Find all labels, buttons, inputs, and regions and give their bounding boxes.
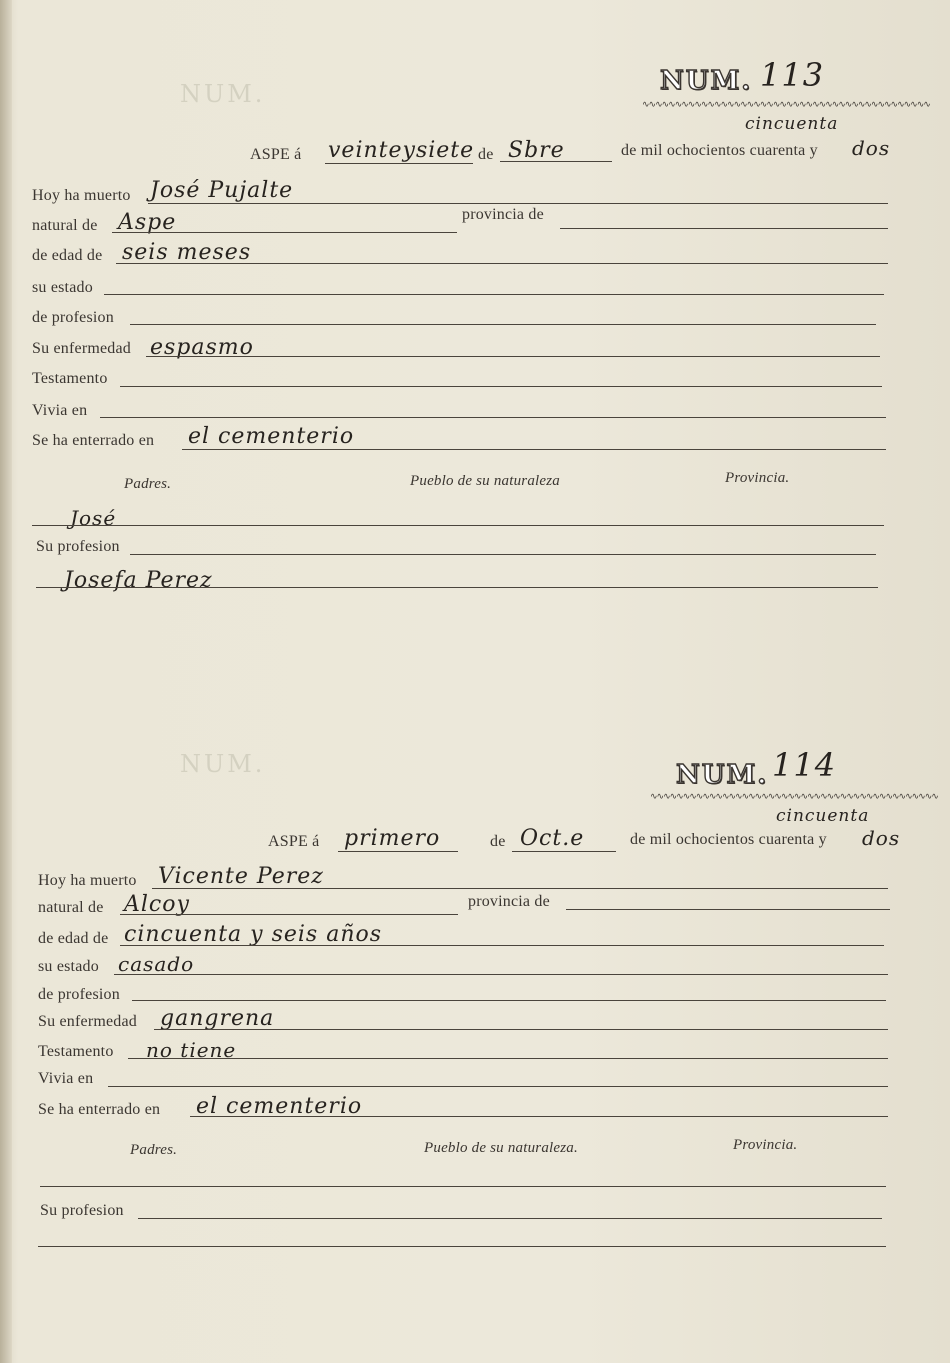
form-line — [112, 232, 457, 233]
month-value: Sbre — [508, 138, 565, 163]
form-line — [32, 525, 884, 526]
vivia-label: Vivia en — [32, 402, 88, 419]
form-line — [154, 1029, 888, 1030]
form-line — [38, 1246, 886, 1247]
town-label: ASPE á — [268, 833, 320, 850]
day-value: primero — [344, 826, 441, 851]
decorative-rule: ∿∿∿∿∿∿∿∿∿∿∿∿∿∿∿∿∿∿∿∿∿∿∿∿∿∿∿∿∿∿∿∿∿∿∿∿∿∿∿∿∿∿∿∿ — [642, 100, 930, 110]
form-line — [120, 914, 458, 915]
month-line — [500, 161, 612, 162]
hoy-ha-muerto-label: Hoy ha muerto — [38, 872, 137, 889]
edad-label: de edad de — [38, 930, 109, 947]
enfermedad-label: Su enfermedad — [38, 1013, 138, 1030]
su-profesion-label: Su profesion — [36, 538, 120, 555]
enfermedad-value: espasmo — [150, 335, 254, 360]
enterrado-label: Se ha enterrado en — [38, 1101, 161, 1118]
form-line — [148, 203, 888, 204]
form-line — [182, 449, 886, 450]
record-number-value: 113 — [760, 56, 825, 94]
provincia-de-label: provincia de — [468, 893, 550, 910]
pueblo-header: Pueblo de su naturaleza — [410, 473, 561, 489]
edad-label: de edad de — [32, 247, 103, 264]
form-line — [146, 356, 880, 357]
form-line — [116, 263, 888, 264]
de-label: de — [478, 146, 494, 163]
bleed-through: NUM. — [180, 80, 266, 108]
year-suffix: dos — [862, 826, 901, 850]
vivia-label: Vivia en — [38, 1070, 94, 1087]
madre-name: Josefa Perez — [64, 568, 213, 593]
deceased-name: Vicente Perez — [158, 864, 324, 889]
natural-de-value: Aspe — [118, 210, 177, 235]
bleed-through: NUM. — [180, 750, 266, 778]
enterrado-value: el cementerio — [188, 424, 355, 449]
year-suffix: dos — [852, 136, 891, 160]
day-line — [325, 163, 473, 164]
enfermedad-label: Su enfermedad — [32, 340, 132, 357]
day-line — [338, 851, 458, 852]
form-line — [138, 1218, 882, 1219]
form-line — [130, 554, 876, 555]
month-value: Oct.e — [520, 826, 585, 851]
profesion-label: de profesion — [32, 309, 114, 326]
form-line — [152, 888, 888, 889]
year-correction: cincuenta — [776, 806, 870, 826]
su-profesion-label: Su profesion — [40, 1202, 124, 1219]
edad-value: seis meses — [122, 240, 252, 265]
enterrado-value: el cementerio — [196, 1094, 363, 1119]
natural-de-label: natural de — [38, 899, 104, 916]
record-number-label: NUM. — [676, 760, 769, 790]
natural-de-value: Alcoy — [124, 892, 190, 917]
record-number-value: 114 — [772, 746, 837, 784]
pueblo-header: Pueblo de su naturaleza. — [424, 1140, 578, 1156]
day-value: veinteysiete — [328, 138, 475, 163]
padre-name: José — [70, 506, 117, 530]
de-label: de — [490, 833, 506, 850]
form-line — [108, 1086, 888, 1087]
month-line — [512, 851, 616, 852]
deceased-name: José Pujalte — [150, 178, 294, 203]
town-label: ASPE á — [250, 146, 302, 163]
edad-value: cincuenta y seis años — [124, 922, 383, 947]
form-line — [132, 1000, 886, 1001]
form-line — [130, 324, 876, 325]
form-line — [120, 945, 884, 946]
form-line — [104, 294, 884, 295]
profesion-label: de profesion — [38, 986, 120, 1003]
provincia-de-label: provincia de — [462, 206, 544, 223]
binding-gutter — [0, 0, 12, 1363]
enfermedad-value: gangrena — [160, 1006, 275, 1031]
form-line — [100, 417, 886, 418]
form-line — [128, 1058, 888, 1059]
year-prefix: de mil ochocientos cuarenta y — [621, 142, 818, 159]
form-line — [190, 1116, 888, 1117]
testamento-value: no tiene — [146, 1038, 237, 1062]
padres-header: Padres. — [124, 476, 172, 492]
form-line — [560, 228, 888, 229]
testamento-label: Testamento — [38, 1043, 114, 1060]
estado-label: su estado — [32, 279, 93, 296]
decorative-rule: ∿∿∿∿∿∿∿∿∿∿∿∿∿∿∿∿∿∿∿∿∿∿∿∿∿∿∿∿∿∿∿∿∿∿∿∿∿∿∿∿∿∿∿∿ — [650, 792, 938, 802]
form-line — [120, 386, 882, 387]
hoy-ha-muerto-label: Hoy ha muerto — [32, 187, 131, 204]
year-correction: cincuenta — [745, 114, 839, 134]
form-line — [566, 909, 890, 910]
form-line — [114, 974, 888, 975]
enterrado-label: Se ha enterrado en — [32, 432, 155, 449]
year-prefix: de mil ochocientos cuarenta y — [630, 831, 827, 848]
estado-label: su estado — [38, 958, 99, 975]
natural-de-label: natural de — [32, 217, 98, 234]
form-line — [40, 1186, 886, 1187]
provincia-header: Provincia. — [725, 470, 790, 486]
provincia-header: Provincia. — [733, 1137, 798, 1153]
form-line — [36, 587, 878, 588]
estado-value: casado — [118, 952, 195, 976]
record-number-label: NUM. — [660, 66, 753, 96]
padres-header: Padres. — [130, 1142, 178, 1158]
testamento-label: Testamento — [32, 370, 108, 387]
